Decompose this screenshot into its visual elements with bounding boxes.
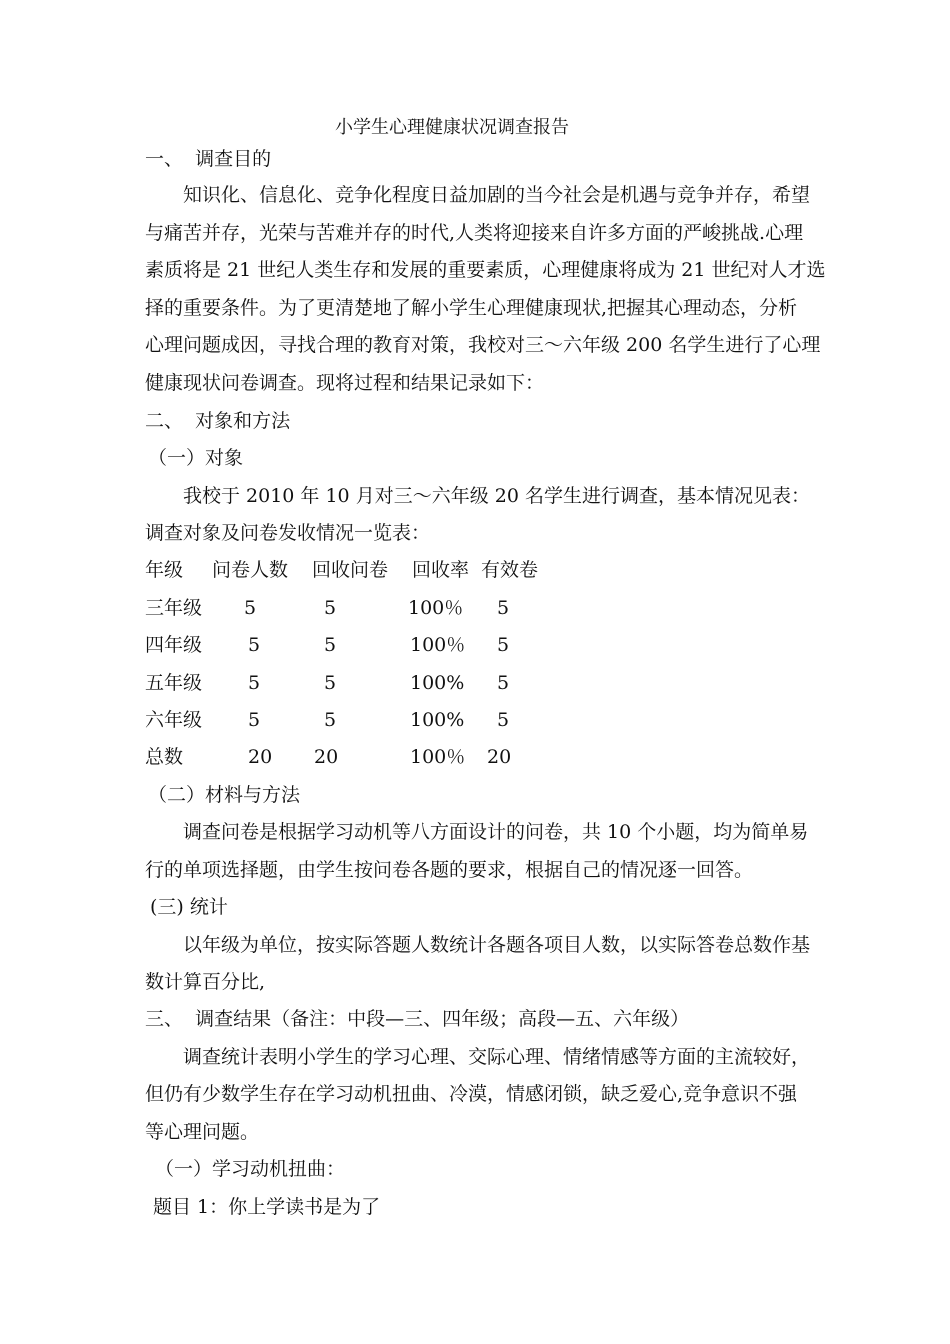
paragraph-line: 素质将是 21 世纪人类生存和发展的重要素质，心理健康将成为 21 世纪对人才选 (145, 259, 826, 281)
subsection-heading-statistics: (三) 统计 (150, 896, 228, 918)
table-header-questionnaires: 问卷人数 (212, 559, 289, 581)
paragraph-line: 但仍有少数学生存在学习动机扭曲、冷漠，情感闭锁，缺乏爱心,竞争意识不强 (145, 1083, 798, 1105)
table-cell: 20 (487, 746, 512, 768)
subsection-heading-motivation: （一）学习动机扭曲： (155, 1158, 346, 1180)
page-title: 小学生心理健康状况调查报告 (335, 117, 569, 138)
table-cell: 五年级 (145, 672, 203, 694)
table-cell: 5 (497, 709, 510, 731)
table-cell: 5 (324, 634, 337, 656)
table-cell: 100% (410, 672, 465, 694)
table-cell: 总数 (145, 746, 184, 768)
paragraph-line: 调查统计表明小学生的学习心理、交际心理、情绪情感等方面的主流较好， (183, 1046, 811, 1068)
table-cell: 100％ (408, 597, 464, 619)
table-cell: 5 (324, 597, 337, 619)
table-cell: 20 (248, 746, 273, 768)
paragraph-line: 调查问卷是根据学习动机等八方面设计的问卷，共 10 个小题，均为简单易 (183, 821, 809, 843)
table-cell: 5 (248, 672, 261, 694)
table-cell: 5 (497, 597, 510, 619)
paragraph-line: 行的单项选择题，由学生按问卷各题的要求，根据自己的情况逐一回答。 (145, 859, 754, 881)
paragraph-line: 健康现状问卷调查。现将过程和结果记录如下： (145, 372, 545, 394)
table-cell: 20 (314, 746, 339, 768)
table-cell: 六年级 (145, 709, 203, 731)
table-cell: 四年级 (145, 634, 203, 656)
table-cell: 5 (324, 672, 337, 694)
section-heading-purpose: 一、 调查目的 (145, 148, 272, 170)
question-text: 题目 1：你上学读书是为了 (153, 1196, 381, 1218)
table-cell: 三年级 (145, 597, 203, 619)
table-cell: 100％ (410, 634, 466, 656)
subsection-heading-materials: （二）材料与方法 (148, 784, 301, 806)
section-heading-subjects-methods: 二、 对象和方法 (145, 410, 291, 432)
paragraph-line: 以年级为单位，按实际答题人数统计各题各项目人数，以实际答卷总数作基 (183, 934, 811, 956)
paragraph-line: 等心理问题。 (145, 1121, 260, 1143)
table-cell: 5 (248, 634, 261, 656)
subsection-heading-subjects: （一）对象 (148, 447, 244, 469)
table-cell: 100％ (410, 746, 466, 768)
table-caption: 调查对象及问卷发收情况一览表： (145, 522, 431, 544)
paragraph-line: 心理问题成因，寻找合理的教育对策，我校对三～六年级 200 名学生进行了心理 (145, 334, 821, 356)
table-header-valid: 有效卷 (481, 559, 539, 581)
table-cell: 5 (248, 709, 261, 731)
paragraph-line: 数计算百分比, (145, 971, 266, 993)
table-cell: 5 (244, 597, 257, 619)
section-heading-results: 三、 调查结果（备注：中段—三、四年级；高段—五、六年级） (145, 1008, 690, 1030)
paragraph-line: 择的重要条件。为了更清楚地了解小学生心理健康现状,把握其心理动态，分析 (145, 297, 798, 319)
table-header-return-rate: 回收率 (412, 559, 470, 581)
table-cell: 5 (497, 672, 510, 694)
table-header-grade: 年级 (145, 559, 184, 581)
paragraph-line: 知识化、信息化、竞争化程度日益加剧的当今社会是机遇与竞争并存，希望 (183, 184, 811, 206)
table-cell: 5 (324, 709, 337, 731)
table-cell: 5 (497, 634, 510, 656)
table-cell: 100% (410, 709, 465, 731)
paragraph-line: 我校于 2010 年 10 月对三～六年级 20 名学生进行调查，基本情况见表： (183, 485, 810, 507)
paragraph-line: 与痛苦并存，光荣与苦难并存的时代,人类将迎接来自许多方面的严峻挑战.心理 (145, 222, 804, 244)
table-header-returned: 回收问卷 (312, 559, 389, 581)
